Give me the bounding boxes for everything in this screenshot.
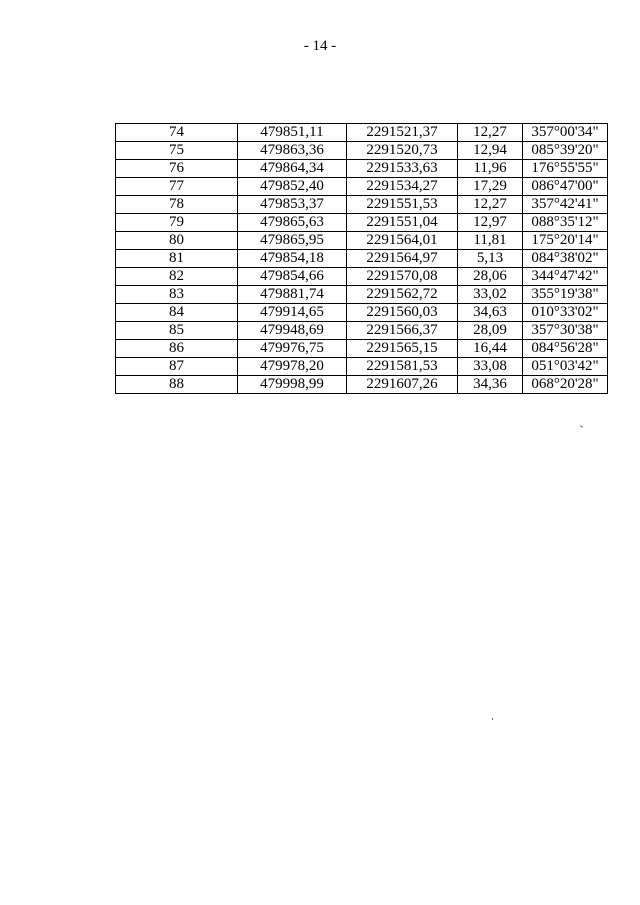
y-coordinate-cell: 2291564,01 [347,232,458,250]
y-coordinate-cell: 2291562,72 [347,286,458,304]
table-row [116,286,608,304]
direction-angle-cell: 176°55'55" [523,160,608,178]
y-coordinate-cell: 2291570,08 [347,268,458,286]
coordinates-table [115,123,608,394]
table-row [116,196,608,214]
x-coordinate-cell: 479998,99 [238,376,347,394]
x-coordinate-cell: 479978,20 [238,358,347,376]
x-coordinate-cell: 479881,74 [238,286,347,304]
direction-angle-cell: 175°20'14" [523,232,608,250]
table-row [116,124,608,142]
y-coordinate-cell: 2291521,37 [347,124,458,142]
table-row [116,142,608,160]
direction-angle-cell: 051°03'42" [523,358,608,376]
point-number-cell: 88 [116,376,238,394]
direction-angle-cell: 357°30'38" [523,322,608,340]
x-coordinate-cell: 479914,65 [238,304,347,322]
table-row [116,232,608,250]
direction-angle-cell: 357°00'34" [523,124,608,142]
scan-speck [492,718,493,720]
y-coordinate-cell: 2291551,04 [347,214,458,232]
scan-speck [580,425,583,427]
table-row [116,160,608,178]
table-row [116,250,608,268]
length-cell: 12,27 [458,196,523,214]
length-cell: 17,29 [458,178,523,196]
direction-angle-cell: 084°56'28" [523,340,608,358]
y-coordinate-cell: 2291565,15 [347,340,458,358]
point-number-cell: 85 [116,322,238,340]
table-row [116,340,608,358]
x-coordinate-cell: 479854,66 [238,268,347,286]
y-coordinate-cell: 2291533,63 [347,160,458,178]
point-number-cell: 86 [116,340,238,358]
direction-angle-cell: 084°38'02" [523,250,608,268]
point-number-cell: 75 [116,142,238,160]
x-coordinate-cell: 479865,95 [238,232,347,250]
table-row [116,214,608,232]
length-cell: 34,63 [458,304,523,322]
length-cell: 34,36 [458,376,523,394]
y-coordinate-cell: 2291581,53 [347,358,458,376]
length-cell: 5,13 [458,250,523,268]
y-coordinate-cell: 2291564,97 [347,250,458,268]
point-number-cell: 87 [116,358,238,376]
direction-angle-cell: 086°47'00" [523,178,608,196]
x-coordinate-cell: 479853,37 [238,196,347,214]
page-number: - 14 - [303,38,337,54]
coordinates-table-body [116,124,608,394]
y-coordinate-cell: 2291560,03 [347,304,458,322]
x-coordinate-cell: 479948,69 [238,322,347,340]
point-number-cell: 74 [116,124,238,142]
direction-angle-cell: 068°20'28" [523,376,608,394]
table-row [116,304,608,322]
y-coordinate-cell: 2291520,73 [347,142,458,160]
length-cell: 12,97 [458,214,523,232]
y-coordinate-cell: 2291534,27 [347,178,458,196]
point-number-cell: 82 [116,268,238,286]
point-number-cell: 84 [116,304,238,322]
length-cell: 33,08 [458,358,523,376]
direction-angle-cell: 085°39'20" [523,142,608,160]
point-number-cell: 81 [116,250,238,268]
point-number-cell: 77 [116,178,238,196]
x-coordinate-cell: 479863,36 [238,142,347,160]
x-coordinate-cell: 479976,75 [238,340,347,358]
x-coordinate-cell: 479851,11 [238,124,347,142]
length-cell: 28,06 [458,268,523,286]
length-cell: 16,44 [458,340,523,358]
point-number-cell: 79 [116,214,238,232]
x-coordinate-cell: 479854,18 [238,250,347,268]
x-coordinate-cell: 479864,34 [238,160,347,178]
table-row [116,322,608,340]
length-cell: 28,09 [458,322,523,340]
y-coordinate-cell: 2291551,53 [347,196,458,214]
direction-angle-cell: 357°42'41" [523,196,608,214]
table-row [116,178,608,196]
length-cell: 11,81 [458,232,523,250]
length-cell: 12,27 [458,124,523,142]
direction-angle-cell: 088°35'12" [523,214,608,232]
y-coordinate-cell: 2291566,37 [347,322,458,340]
direction-angle-cell: 010°33'02" [523,304,608,322]
length-cell: 12,94 [458,142,523,160]
x-coordinate-cell: 479865,63 [238,214,347,232]
table-row [116,268,608,286]
x-coordinate-cell: 479852,40 [238,178,347,196]
y-coordinate-cell: 2291607,26 [347,376,458,394]
direction-angle-cell: 344°47'42" [523,268,608,286]
length-cell: 11,96 [458,160,523,178]
direction-angle-cell: 355°19'38" [523,286,608,304]
point-number-cell: 76 [116,160,238,178]
point-number-cell: 83 [116,286,238,304]
length-cell: 33,02 [458,286,523,304]
point-number-cell: 78 [116,196,238,214]
point-number-cell: 80 [116,232,238,250]
table-row [116,376,608,394]
table-row [116,358,608,376]
